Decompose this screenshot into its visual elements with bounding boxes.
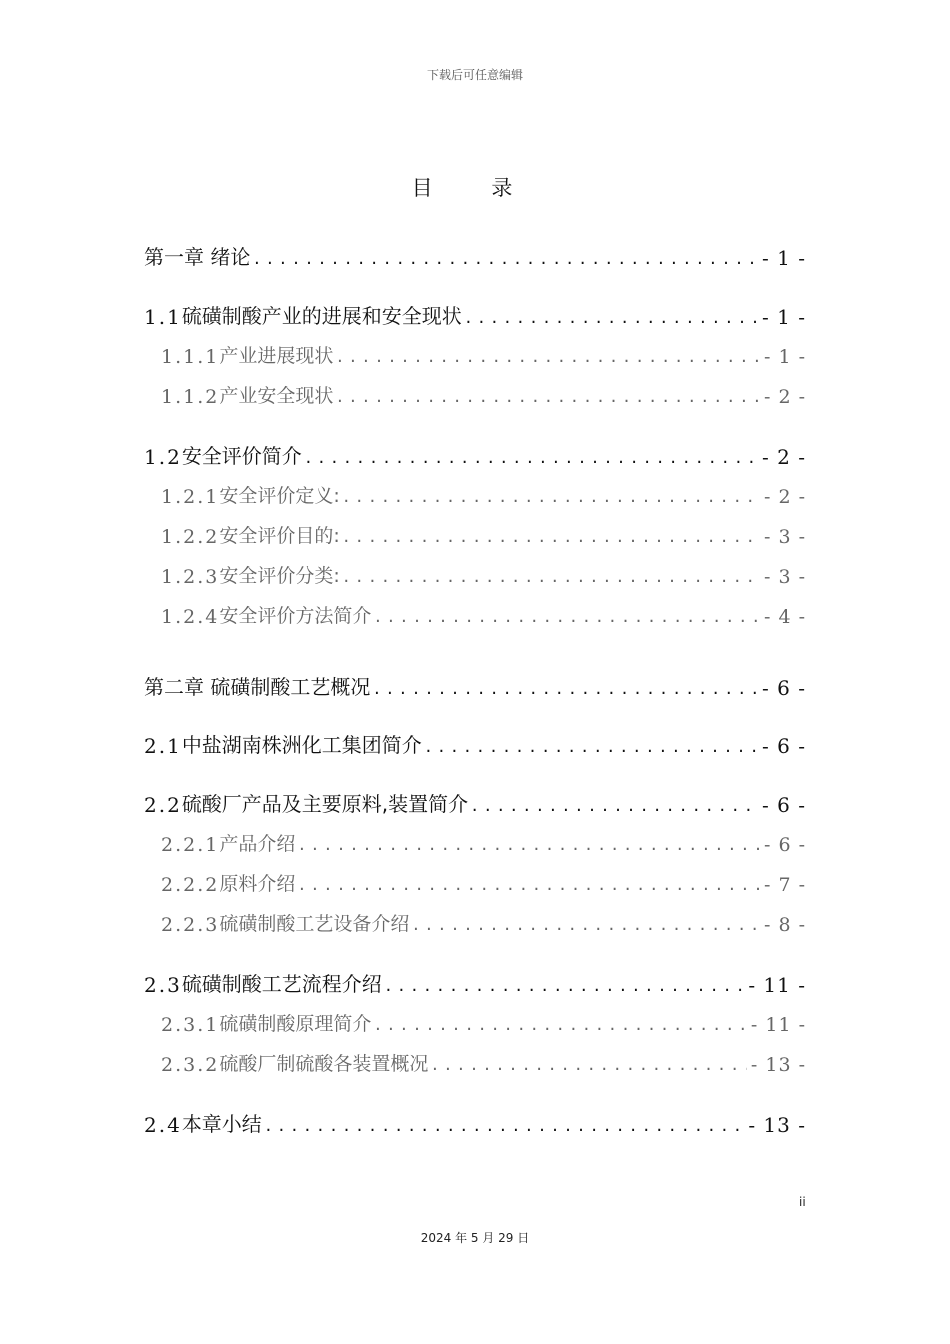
toc-entry[interactable] (144, 241, 806, 270)
toc-entry-label: 安全评价分类: (219, 565, 340, 587)
toc-entry-page: - 2 - (763, 486, 806, 508)
toc-entry-page: - 7 - (763, 874, 806, 896)
toc-entry-label: 硫磺制酸工艺流程介绍 (181, 972, 382, 996)
toc-entry[interactable] (161, 909, 806, 936)
toc-entry-number: 1.2.3 (161, 566, 220, 588)
toc-entry-number: 1.1.1 (161, 346, 220, 368)
toc-entry[interactable] (144, 968, 806, 997)
leader-dots (252, 252, 758, 270)
toc-entry[interactable] (144, 729, 806, 758)
toc-entry-page: - 2 - (763, 386, 806, 408)
leader-dots (384, 979, 745, 997)
toc-entry[interactable] (144, 671, 806, 700)
toc-entry-page: - 4 - (763, 606, 806, 628)
header-note: 下载后可任意编辑 (426, 68, 523, 82)
toc-entry-label: 第二章 硫磺制酸工艺概况 (144, 675, 371, 699)
leader-dots (342, 570, 760, 588)
toc-entry[interactable] (161, 869, 806, 896)
toc-entry-page: - 6 - (762, 676, 806, 700)
toc-title: 目 录 (411, 176, 539, 200)
toc-entry-label: 产业进展现状 (219, 345, 334, 367)
toc-entry-page: - 6 - (763, 834, 806, 856)
leader-dots (297, 878, 760, 896)
toc-entry[interactable] (161, 1049, 806, 1076)
leader-dots (297, 838, 760, 856)
toc-entry-page: - 3 - (763, 526, 806, 548)
toc-entry-page: - 1 - (763, 346, 806, 368)
leader-dots (342, 530, 760, 548)
leader-dots (430, 1058, 747, 1076)
toc-entry[interactable] (161, 601, 806, 628)
toc-entry-number: 2.4 (144, 1113, 182, 1137)
leader-dots (470, 799, 758, 817)
toc-entry-page: - 6 - (762, 793, 806, 817)
toc-entry-label: 硫酸厂产品及主要原料,装置简介 (181, 792, 469, 816)
toc-entry-label: 安全评价简介 (181, 444, 302, 468)
toc-entry-number: 2.3.1 (161, 1014, 220, 1036)
leader-dots (304, 451, 758, 469)
toc-entry[interactable] (161, 381, 806, 408)
toc-entry-number: 1.2.1 (161, 486, 220, 508)
leader-dots (424, 740, 758, 758)
toc-entry[interactable] (144, 440, 806, 469)
toc-entry-label: 硫磺制酸产业的进展和安全现状 (181, 304, 462, 328)
toc-entry-label: 第一章 绪论 (144, 245, 251, 269)
toc-entry-number: 2.2 (144, 793, 182, 817)
leader-dots (411, 918, 760, 936)
toc-entry[interactable] (144, 1108, 806, 1137)
toc-entry-label: 硫酸厂制硫酸各装置概况 (219, 1053, 429, 1075)
toc-entry-number: 2.2.3 (161, 914, 220, 936)
toc-entry-number: 2.2.1 (161, 834, 220, 856)
leader-dots (373, 1018, 747, 1036)
toc-entry[interactable] (161, 521, 806, 548)
toc-entry-page: - 2 - (762, 445, 806, 469)
toc-entry[interactable] (161, 829, 806, 856)
toc-entry-page: - 13 - (748, 1113, 806, 1137)
leader-dots (342, 490, 760, 508)
leader-dots (335, 350, 760, 368)
toc-entry-page: - 1 - (762, 305, 806, 329)
toc-entry-page: - 1 - (762, 246, 806, 270)
toc-entry-label: 中盐湖南株洲化工集团简介 (181, 733, 422, 757)
toc-entry-label: 本章小结 (181, 1112, 262, 1136)
toc-entry-number: 2.1 (144, 734, 182, 758)
toc-entry[interactable] (161, 481, 806, 508)
toc-entry-number: 2.3 (144, 973, 182, 997)
toc-entry-label: 安全评价方法简介 (219, 605, 372, 627)
toc-entry-number: 1.1.2 (161, 386, 220, 408)
toc-entry-page: - 3 - (763, 566, 806, 588)
toc-entry-page: - 6 - (762, 734, 806, 758)
leader-dots (335, 390, 760, 408)
toc-entry-page: - 11 - (748, 973, 806, 997)
toc-entry-page: - 8 - (763, 914, 806, 936)
toc-entry-label: 产业安全现状 (219, 385, 334, 407)
toc-entry[interactable] (161, 341, 806, 368)
leader-dots (264, 1119, 745, 1137)
toc-entry[interactable] (144, 788, 806, 817)
toc-entry-label: 安全评价目的: (219, 525, 340, 547)
toc-entry-number: 2.2.2 (161, 874, 220, 896)
toc-entry-number: 1.2 (144, 445, 182, 469)
toc-entry[interactable] (144, 300, 806, 329)
leader-dots (464, 311, 758, 329)
toc-entry-page: - 11 - (750, 1014, 806, 1036)
toc-entry-label: 原料介绍 (219, 873, 296, 895)
toc-entry-number: 1.1 (144, 305, 182, 329)
toc-entry-label: 产品介绍 (219, 833, 296, 855)
footer-date: 2024 年 5 月 29 日 (420, 1231, 530, 1245)
toc-entry[interactable] (161, 1009, 806, 1036)
toc-entry-number: 1.2.2 (161, 526, 220, 548)
toc-entry-label: 安全评价定义: (219, 485, 340, 507)
toc-entry-label: 硫磺制酸原理简介 (219, 1013, 372, 1035)
page-number-roman: ii (799, 1195, 806, 1209)
toc-entry-number: 1.2.4 (161, 606, 220, 628)
toc-entry-label: 硫磺制酸工艺设备介绍 (219, 913, 410, 935)
toc-entry-page: - 13 - (750, 1054, 806, 1076)
leader-dots (372, 682, 758, 700)
toc-entry-number: 2.3.2 (161, 1054, 220, 1076)
leader-dots (373, 610, 760, 628)
toc-entry[interactable] (161, 561, 806, 588)
